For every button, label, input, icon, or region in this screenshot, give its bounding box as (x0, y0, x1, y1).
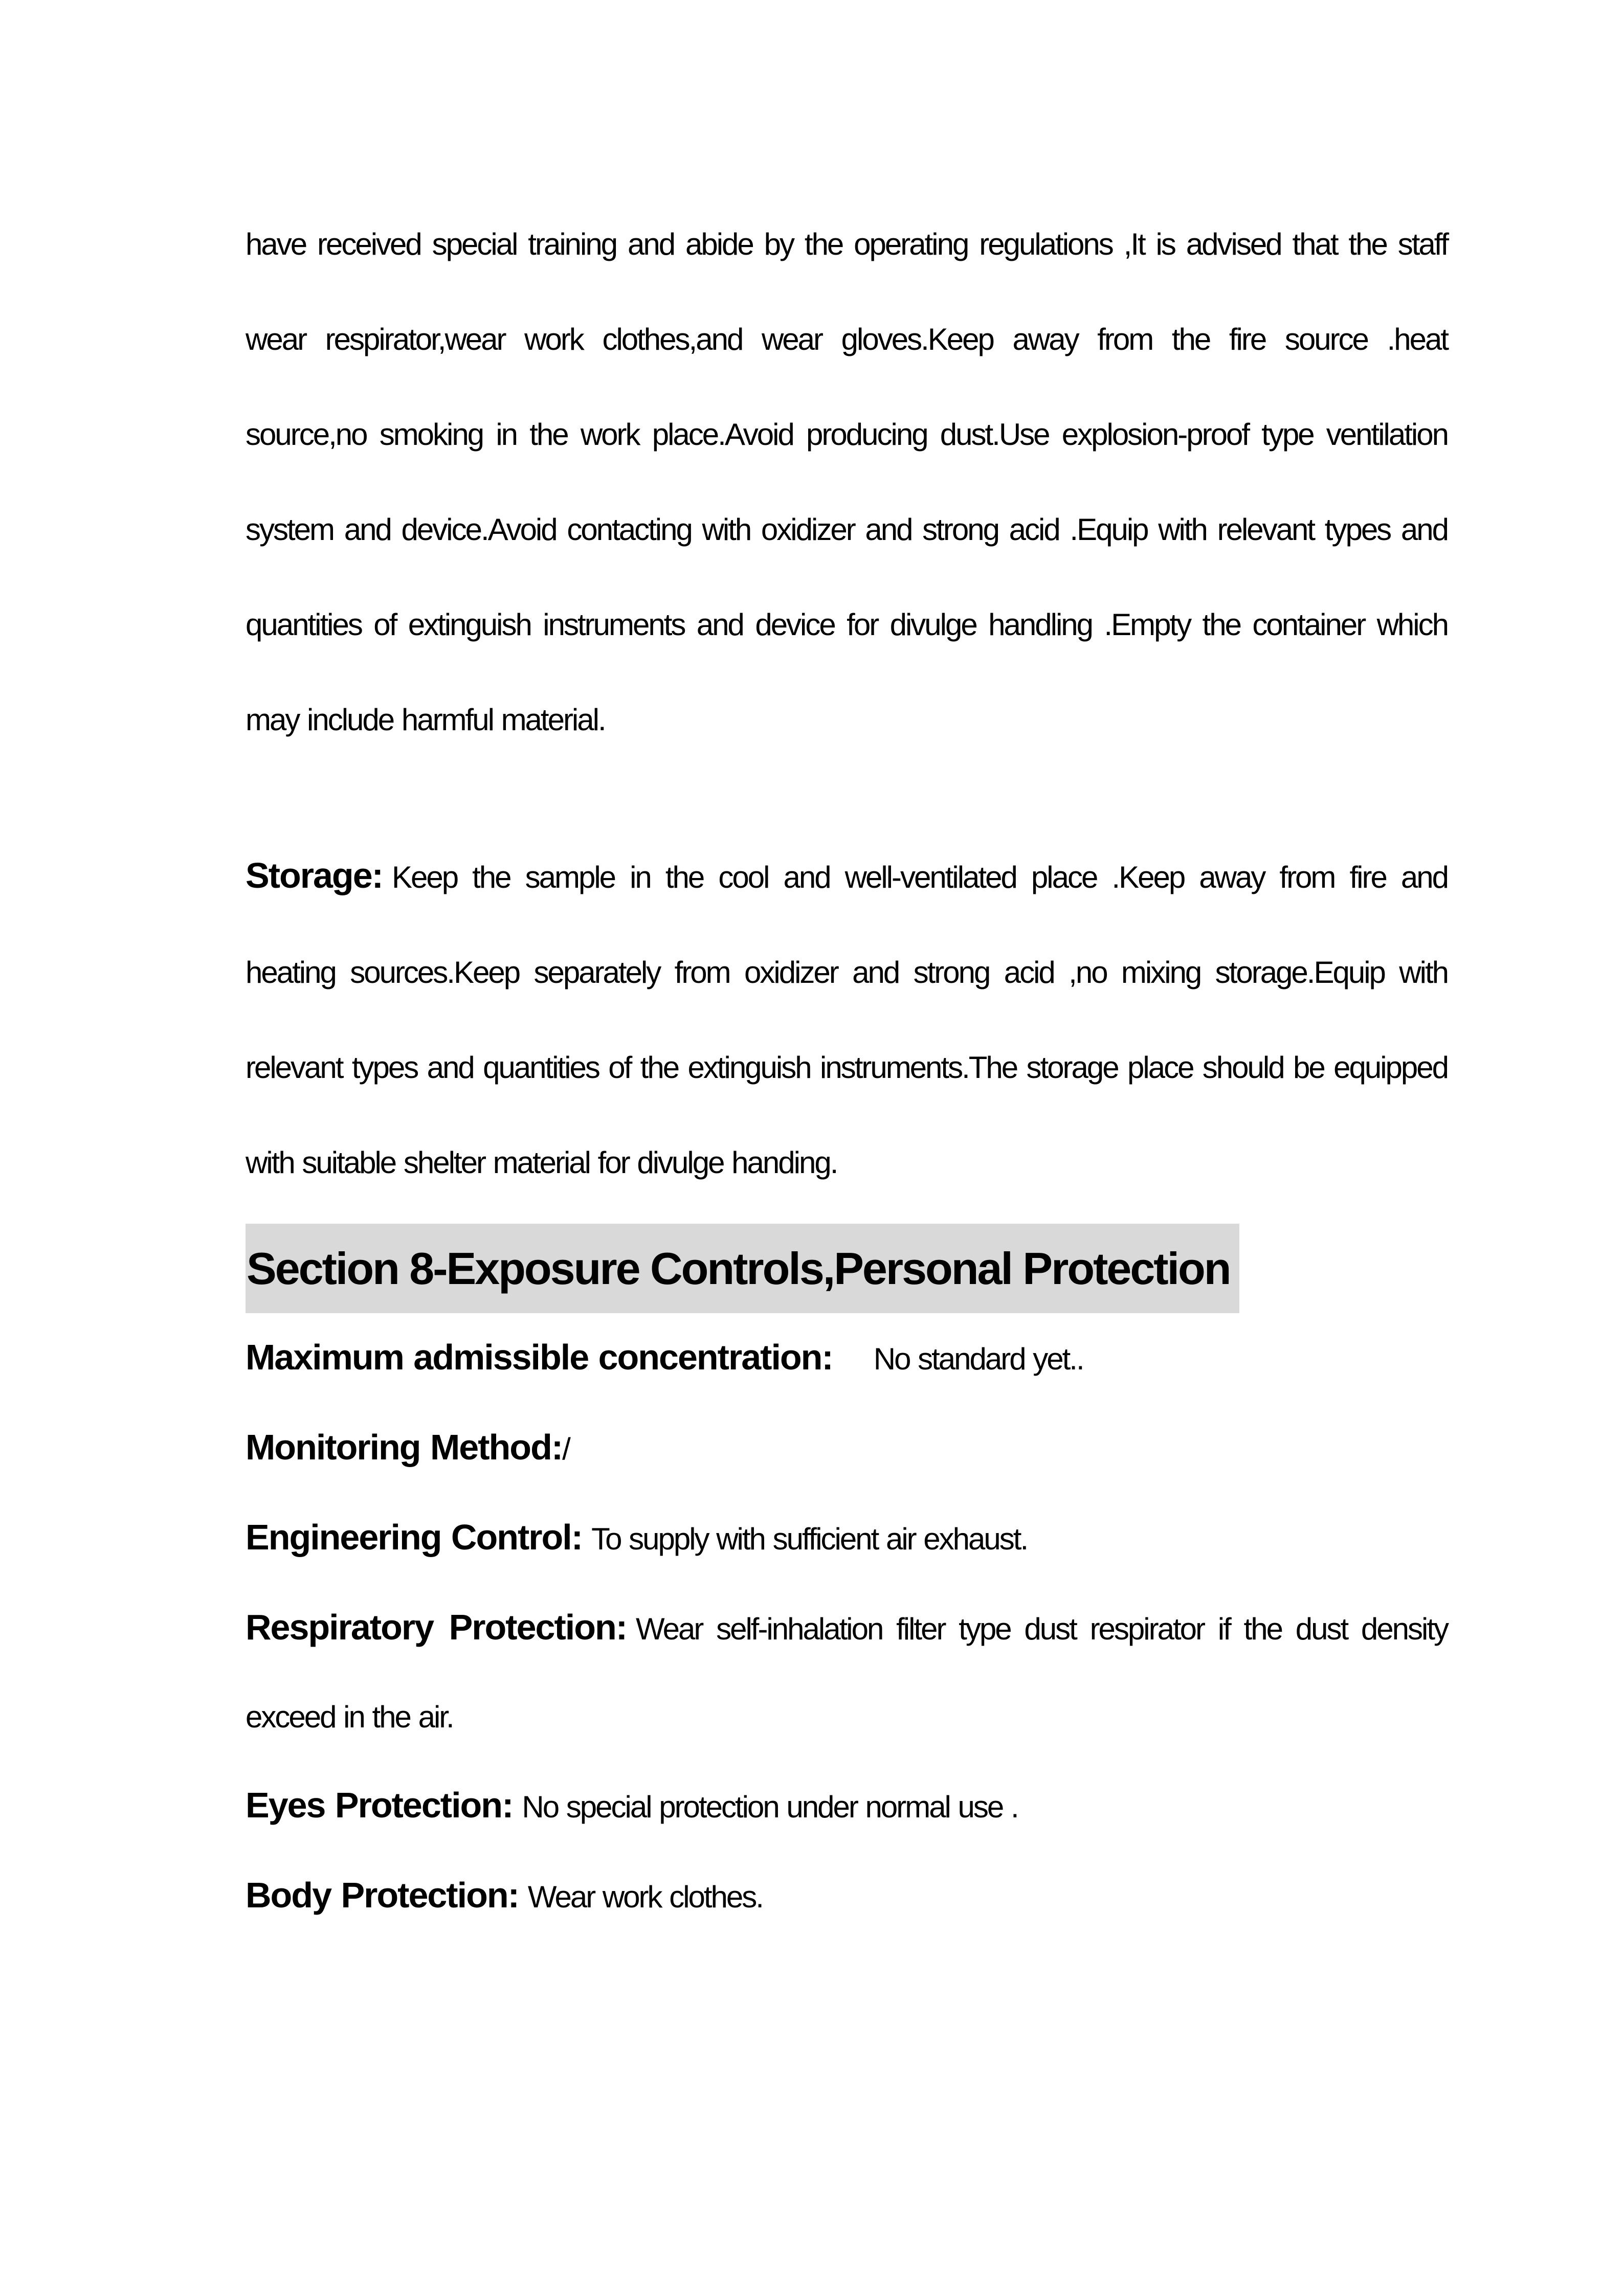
field-engineering-control (246, 1493, 1448, 1583)
eyes-protection-value: No special protection under normal use . (522, 1790, 1018, 1824)
field-eyes-protection (246, 1761, 1448, 1851)
field-body-protection (246, 1851, 1448, 1941)
field-respiratory-protection (246, 1583, 1448, 1761)
storage-label: Storage: (246, 856, 383, 895)
eyes-protection-label: Eyes Protection: (246, 1785, 513, 1825)
maximum-admissible-concentration-value: No standard yet.. (873, 1342, 1083, 1376)
engineering-control-label: Engineering Control: (246, 1517, 583, 1557)
field-maximum-admissible-concentration (246, 1313, 1448, 1403)
respiratory-protection-value: Wear self-inhalation filter type dust respirator if the dust density exceed in the air. (246, 1612, 1448, 1734)
section8-heading (246, 1224, 1448, 1313)
section8-heading-text: Section 8-Exposure Controls,Personal Protection (246, 1224, 1239, 1313)
monitoring-method-label: Monitoring Method: (246, 1427, 563, 1467)
paragraph-spacer (246, 768, 1448, 828)
monitoring-method-value: / (562, 1432, 569, 1466)
field-monitoring-method (246, 1403, 1448, 1493)
body-protection-label: Body Protection: (246, 1875, 519, 1915)
engineering-control-value: To supply with sufficient air exhaust. (591, 1522, 1028, 1556)
storage-paragraph (246, 828, 1448, 1210)
storage-text: Keep the sample in the cool and well-ventilated place .Keep away from fire and heating sources.Keep separately from oxidizer and strong acid ,no mixing storage.Equip with relevant types and quantities of the extinguish instruments.The storage place should be equipped with suitable shelter material for divulge handing. (246, 860, 1448, 1180)
respiratory-protection-label: Respiratory Protection: (246, 1607, 627, 1647)
maximum-admissible-concentration-label: Maximum admissible concentration: (246, 1337, 833, 1377)
handling-paragraph: have received special training and abide by the operating regulations ,It is advised that the staff wear respirator,wear work clothes,and wear gloves.Keep away from the fire source .heat source,no smoking in the work place.Avoid producing dust.Use explosion-proof type ventilation system and device.Avoid contacting with oxidizer and strong acid .Equip with relevant types and quantities of extinguish instruments and device for divulge handling .Empty the container which may include harmful material. (246, 227, 1448, 737)
body-protection-value: Wear work clothes. (527, 1880, 763, 1914)
